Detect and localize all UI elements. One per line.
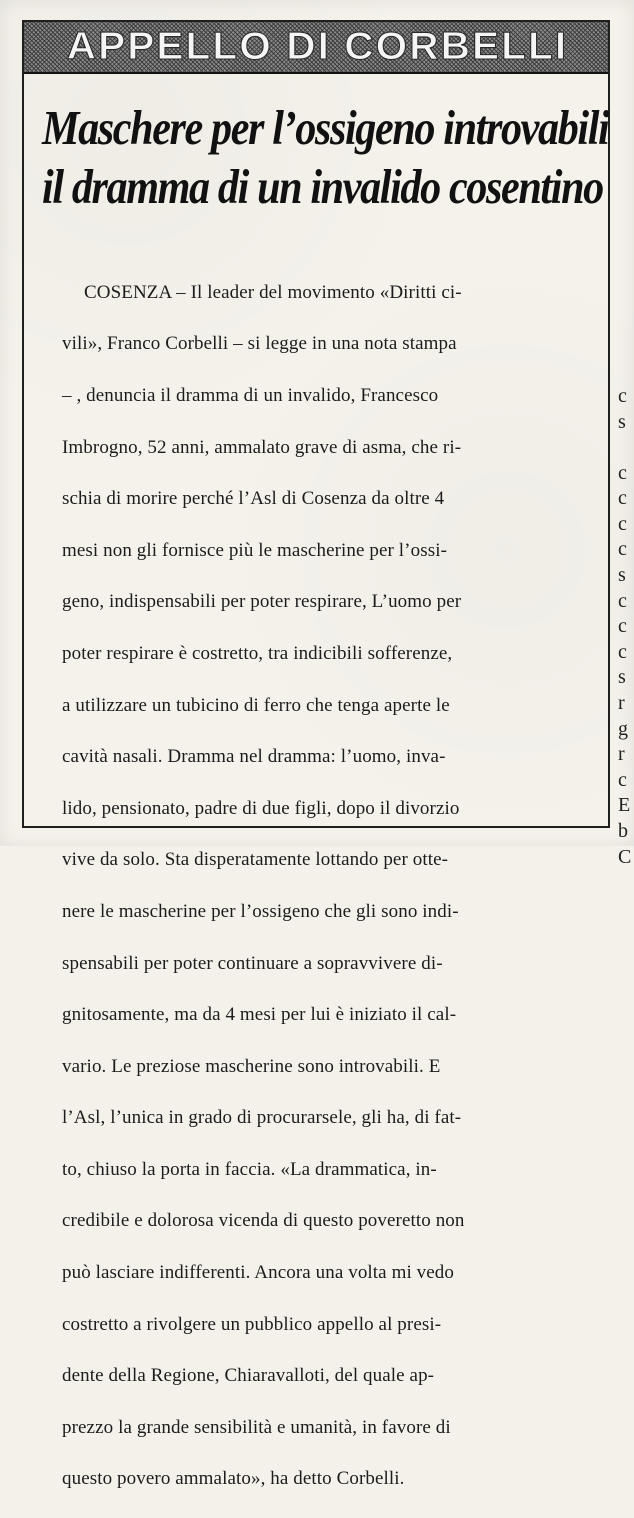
body-line-1-text: COSENZA – Il leader del movimento «Diritti ci- <box>84 281 462 303</box>
adjacent-letter: b <box>618 820 628 842</box>
adjacent-letter <box>618 358 634 384</box>
adjacent-letter <box>618 333 634 359</box>
body-line-23: prezzo la grande sensibilità e umanità, in favore di <box>62 1416 451 1438</box>
headline-line-2: il dramma di un invalido cosentino <box>42 159 603 214</box>
body-line-21: costretto a rivolgere un pubblico appello al presi- <box>62 1313 442 1335</box>
body-line-12: vive da solo. Sta disperatamente lottando per otte- <box>62 849 449 871</box>
adjacent-letter: c <box>618 589 627 612</box>
body-line-10: cavità nasali. Dramma nel dramma: l’uomo, inva- <box>62 746 446 768</box>
body-line-13: nere le mascherine per l’ossigeno che gli sono indi- <box>62 900 459 922</box>
body-line-15: gnitosamente, ma da 4 mesi per lui è iniziato il cal- <box>62 1004 457 1026</box>
adjacent-letter <box>618 435 634 461</box>
body-line-9: a utilizzare un tubicino di ferro che tenga aperte le <box>62 694 450 716</box>
adjacent-letter <box>618 205 634 231</box>
adjacent-letter: c <box>618 615 627 638</box>
adjacent-letter: g <box>618 717 628 740</box>
body-line-6: mesi non gli fornisce più le mascherine per l’ossi- <box>62 539 447 561</box>
adjacent-letter: s <box>618 666 626 689</box>
adjacent-letter <box>618 128 634 154</box>
body-line-22: dente della Regione, Chiaravalloti, del quale ap- <box>62 1365 435 1387</box>
adjacent-letter: E <box>618 794 631 817</box>
adjacent-letter <box>618 102 634 128</box>
article-kicker-banner <box>24 22 608 74</box>
body-line-16: vario. Le preziose mascherine sono introvabili. E <box>62 1055 441 1077</box>
body-line-20: può lasciare indifferenti. Ancora una volta mi vedo <box>62 1262 455 1284</box>
body-line-19: credibile e dolorosa vicenda di questo poveretto non <box>62 1210 465 1232</box>
adjacent-letter: s <box>618 564 626 587</box>
adjacent-letter: c <box>618 768 627 791</box>
adjacent-letter <box>618 282 634 308</box>
adjacent-letter: c <box>618 384 627 407</box>
adjacent-letter <box>618 0 634 26</box>
article-body <box>62 254 610 1518</box>
adjacent-column-fragment <box>618 0 634 868</box>
adjacent-letter <box>618 154 634 180</box>
adjacent-letter: c <box>618 461 627 484</box>
body-line-5: schia di morire perché l’Asl di Cosenza da oltre 4 <box>62 488 445 510</box>
body-line-7: geno, indispensabili per poter respirare, L’uomo per <box>62 591 462 613</box>
adjacent-letter: s <box>618 410 626 433</box>
adjacent-letter: r <box>618 692 625 715</box>
body-line-1 <box>62 280 610 306</box>
adjacent-letter: c <box>618 640 627 663</box>
adjacent-letter: C <box>618 845 632 868</box>
body-line-14: spensabili per poter continuare a sopravvivere di- <box>62 952 443 974</box>
adjacent-letter: c <box>618 487 627 510</box>
body-line-11: lido, pensionato, padre di due figli, dopo il divorzio <box>62 797 460 819</box>
article-headline <box>42 98 609 216</box>
adjacent-letter <box>618 77 634 103</box>
article-box <box>22 20 610 1490</box>
adjacent-letter: c <box>618 538 627 561</box>
adjacent-letter <box>618 256 634 282</box>
body-line-24: questo povero ammalato», ha detto Corbelli. <box>62 1468 405 1490</box>
adjacent-letter <box>618 26 634 52</box>
headline-line-1: Maschere per l’ossigeno introvabili <box>42 100 609 155</box>
adjacent-letter <box>618 230 634 256</box>
adjacent-letter: c <box>618 512 627 535</box>
article-kicker: APPELLO DI CORBELLI <box>66 25 569 68</box>
adjacent-letter: r <box>618 743 625 766</box>
adjacent-letter <box>618 51 634 77</box>
body-line-18: to, chiuso la porta in faccia. «La drammatica, in- <box>62 1158 437 1180</box>
body-line-3: – , denuncia il dramma di un invalido, Francesco <box>62 384 439 406</box>
body-line-2: vili», Franco Corbelli – si legge in una nota stampa <box>62 333 457 355</box>
body-line-4: Imbrogno, 52 anni, ammalato grave di asma, che ri- <box>62 436 462 458</box>
body-line-8: poter respirare è costretto, tra indicibili sofferenze, <box>62 642 453 664</box>
adjacent-letter <box>618 307 634 333</box>
body-line-17: l’Asl, l’unica in grado di procurarsele, gli ha, di fat- <box>62 1107 462 1129</box>
adjacent-letter <box>618 179 634 205</box>
